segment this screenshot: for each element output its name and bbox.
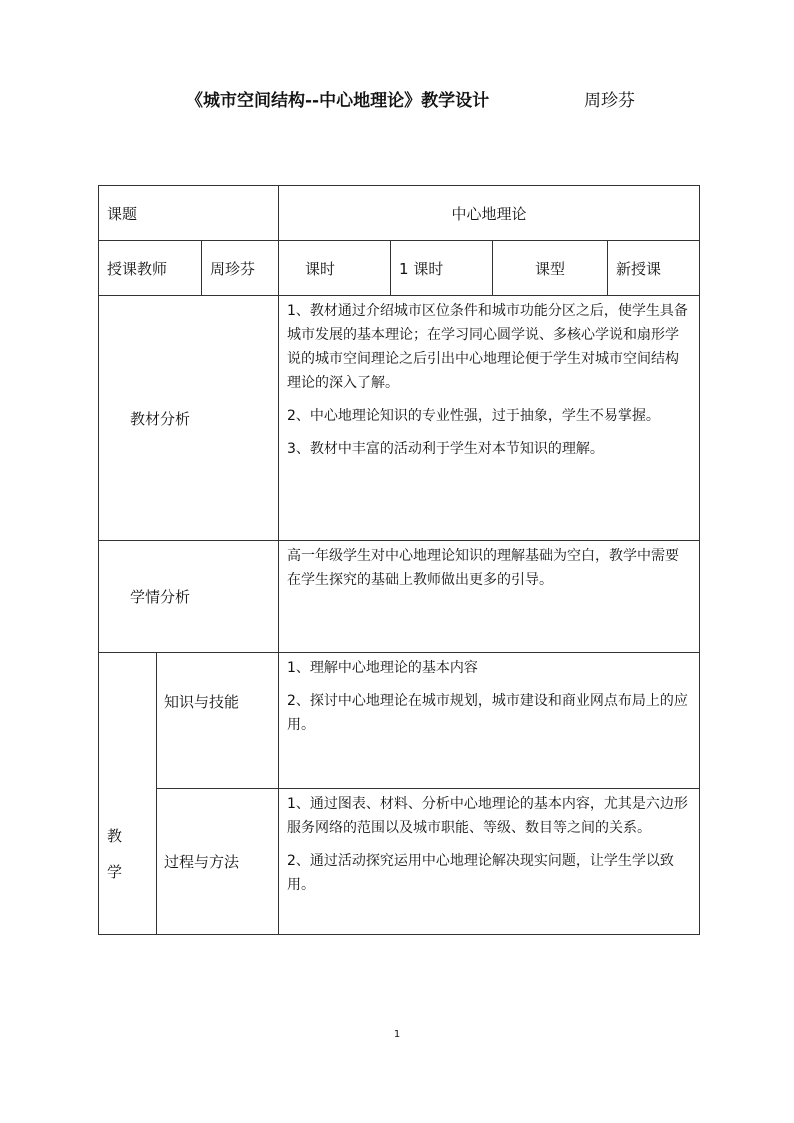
teaching-label-char: 学 (107, 863, 123, 881)
teaching-label (99, 653, 157, 935)
students-paragraph: 高一年级学生对中心地理论知识的理解基础为空白，教学中需要在学生探究的基础上教师做出更多的引导。 (287, 548, 680, 588)
material-paragraph: 1、教材通过介绍城市区位条件和城市功能分区之后，使学生具备城市发展的基本理论；在学习同心圆学说、多核心学说和扇形学说的城市空间理论之后引出中心地理论便于学生对城市空间结构理论的深入了解。 (287, 303, 688, 391)
hours-label: 课时 (279, 241, 391, 296)
material-paragraph: 2、中心地理论知识的专业性强，过于抽象，学生不易掌握。 (287, 408, 660, 424)
process-label: 过程与方法 (157, 789, 279, 935)
document-title: 《城市空间结构--中心地理论》教学设计 (186, 91, 490, 111)
teaching-label-char: 教 (107, 827, 123, 845)
hours-value: 1 课时 (391, 241, 493, 296)
row-meta (99, 241, 700, 296)
lesson-plan-table (98, 185, 700, 935)
students-content (279, 541, 700, 653)
document-author: 周珍芬 (584, 91, 635, 111)
material-paragraph: 3、教材中丰富的活动利于学生对本节知识的理解。 (287, 441, 604, 457)
row-process (99, 789, 700, 935)
material-content (279, 296, 700, 541)
row-topic (99, 186, 700, 241)
knowledge-paragraph: 2、探讨中心地理论在城市规划，城市建设和商业网点布局上的应用。 (287, 693, 688, 733)
teacher-label: 授课教师 (99, 241, 202, 296)
process-paragraph: 1、通过图表、材料、分析中心地理论的基本内容，尤其是六边形服务网络的范围以及城市职能、等级、数目等之间的关系。 (287, 796, 688, 836)
page-number: 1 (393, 1029, 401, 1040)
process-content (279, 789, 700, 935)
material-label: 教材分析 (99, 296, 279, 541)
row-students (99, 541, 700, 653)
knowledge-content (279, 653, 700, 789)
knowledge-label: 知识与技能 (157, 653, 279, 789)
knowledge-paragraph: 1、理解中心地理论的基本内容 (287, 660, 478, 676)
topic-label: 课题 (99, 186, 279, 241)
document-header (0, 86, 794, 110)
topic-value: 中心地理论 (279, 186, 700, 241)
teacher-value: 周珍芬 (202, 241, 279, 296)
type-label: 课型 (493, 241, 608, 296)
students-label: 学情分析 (99, 541, 279, 653)
process-paragraph: 2、通过活动探究运用中心地理论解决现实问题，让学生学以致用。 (287, 853, 674, 893)
row-knowledge (99, 653, 700, 789)
type-value: 新授课 (608, 241, 700, 296)
row-material (99, 296, 700, 541)
